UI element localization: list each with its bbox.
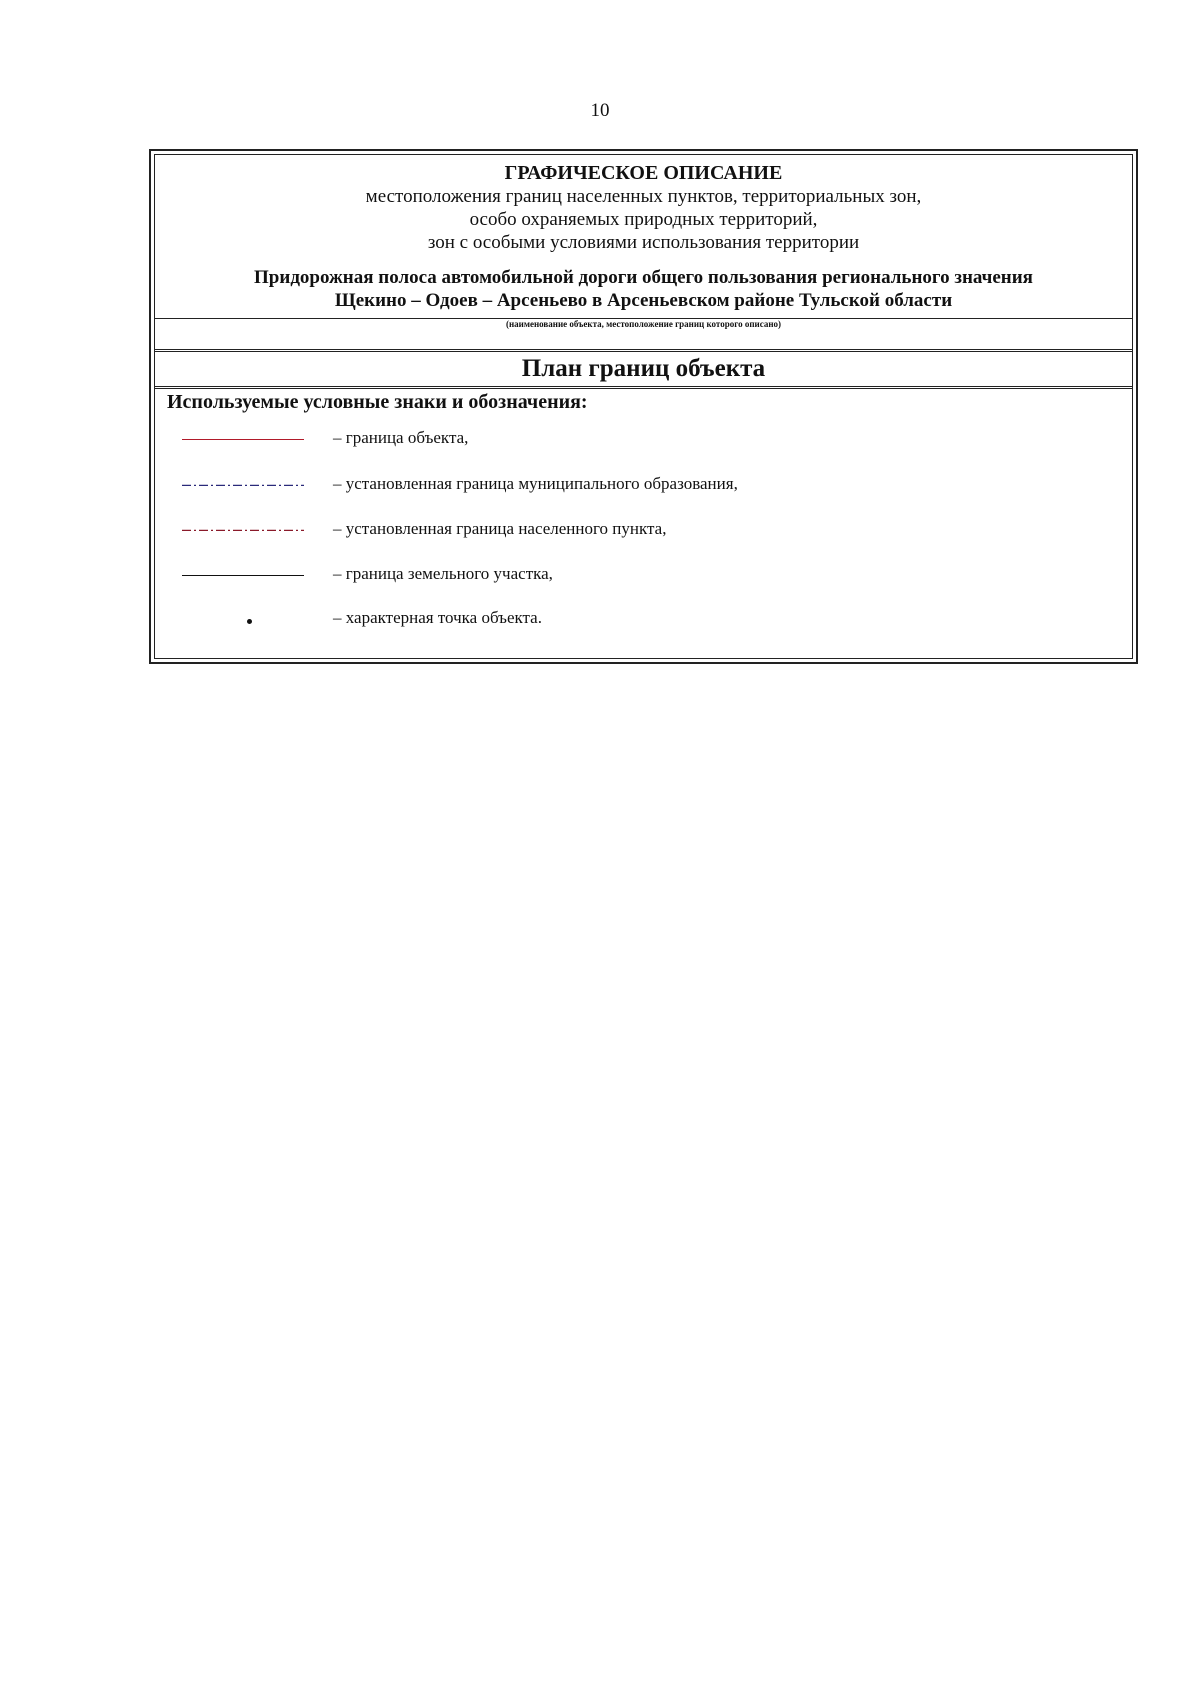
- red-dash-dot-line-symbol: [182, 529, 304, 531]
- object-caption: (наименование объекта, местоположение границ которого описано): [505, 319, 782, 329]
- plan-section: [155, 352, 1132, 389]
- legend-item-land-plot-boundary: [155, 561, 1132, 591]
- document-title: ГРАФИЧЕСКОЕ ОПИСАНИЕ: [504, 162, 783, 184]
- legend-item-settlement-boundary: [155, 516, 1132, 546]
- legend-label: – установленная граница муниципального образования,: [333, 474, 738, 493]
- subtitle-line-1: местоположения границ населенных пунктов, территориальных зон,: [365, 186, 922, 207]
- black-solid-line-symbol: [182, 575, 304, 576]
- legend-heading: Используемые условные знаки и обозначения:: [167, 391, 588, 413]
- legend-item-municipal-boundary: [155, 471, 1132, 501]
- page-number: 10: [590, 100, 610, 121]
- legend-item-object-boundary: [155, 425, 1132, 455]
- object-name-line-1: Придорожная полоса автомобильной дороги общего пользования регионального значения: [254, 267, 1033, 288]
- document-frame: [149, 149, 1138, 664]
- header-section: [155, 155, 1132, 319]
- legend-label: – установленная граница населенного пункта,: [333, 519, 667, 538]
- legend-item-characteristic-point: [155, 605, 1132, 635]
- legend-label: – характерная точка объекта.: [333, 608, 542, 627]
- object-name-line-2: Щекино – Одоев – Арсеньево в Арсеньевском районе Тульской области: [334, 290, 953, 311]
- caption-section: [155, 319, 1132, 352]
- subtitle-line-3: зон с особыми условиями использования территории: [427, 232, 860, 253]
- subtitle-line-2: особо охраняемых природных территорий,: [469, 209, 818, 230]
- blue-dash-dot-line-symbol: [182, 484, 304, 486]
- object-name: [155, 266, 1132, 312]
- legend-section: [155, 389, 1132, 658]
- red-solid-line-symbol: [182, 439, 304, 440]
- legend-label: – граница земельного участка,: [333, 564, 553, 583]
- point-symbol: [247, 619, 252, 624]
- document-inner-frame: [154, 154, 1133, 659]
- plan-title: План границ объекта: [521, 355, 766, 382]
- legend-label: – граница объекта,: [333, 428, 469, 447]
